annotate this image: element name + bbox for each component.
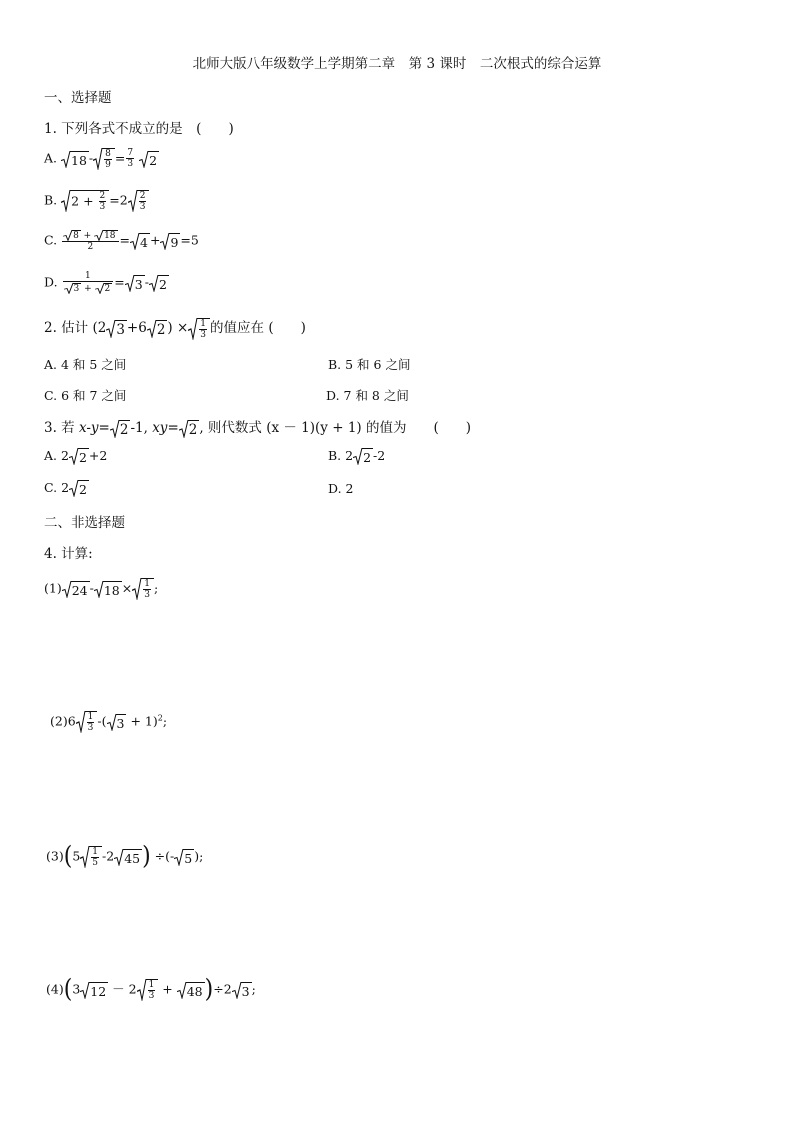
q1-option-d: D. 1 3 + 2 = 3 - 2 (44, 271, 167, 294)
q4-part-4: (4)(3 12 － 2 $\frac{1}{3}$ + 48)÷2 3 ; (46, 975, 256, 1004)
q1-option-b: B. 2 + $\frac{2}{3}$ =2 $\frac{2}{3}$ (44, 190, 149, 212)
q1-option-c: C. 8 + 18 2 = 4 + 9 =5 (44, 231, 199, 252)
q2-option-d: D. 7 和 8 之间 (326, 388, 409, 403)
q2-option-a: A. 4 和 5 之间 (44, 357, 127, 372)
page-title: 北师大版八年级数学上学期第二章 第 3 课时 二次根式的综合运算 (192, 56, 602, 72)
q2-option-b: B. 5 和 6 之间 (328, 357, 411, 372)
q3-option-c: C. 2 2 (44, 480, 87, 497)
q4-part-3: (3)(5 $\frac{1}{5}$ -2 45) ÷(- 5 ); (46, 842, 204, 871)
question-2-stem: 2. 估计 (2 3 +6 2 ) × $\frac{1}{3}$ 的值应在 ( ) (44, 318, 306, 340)
sqrt-symbol: 18 (61, 151, 89, 168)
q4-part-2: (2)6 $\frac{1}{3}$ -( 3 + 1)$^2$; (50, 712, 168, 733)
q2-option-c: C. 6 和 7 之间 (44, 388, 127, 403)
section-nonchoice-heading: 二、非选择题 (44, 515, 125, 531)
q1-option-a: A. 18 - $\frac{8}{9}$ = $\frac{7}{3}$ 2 (44, 148, 158, 170)
question-3-stem: 3. 若 x-y= 2 -1, xy= 2 , 则代数式 (x － 1)(y + 1) 的值为 ( ) (44, 420, 472, 438)
q4-part-1: (1) 24 - 18 × $\frac{1}{3}$ ; (44, 579, 159, 600)
question-4-stem: 4. 计算: (44, 546, 93, 562)
q3-option-b: B. 2 2 -2 (328, 448, 386, 465)
q3-option-d: D. 2 (328, 481, 354, 496)
question-1-stem: 1. 下列各式不成立的是 ( ) (44, 121, 234, 137)
section-choice-heading: 一、选择题 (44, 90, 112, 106)
q3-option-a: A. 2 2 +2 (44, 448, 108, 465)
